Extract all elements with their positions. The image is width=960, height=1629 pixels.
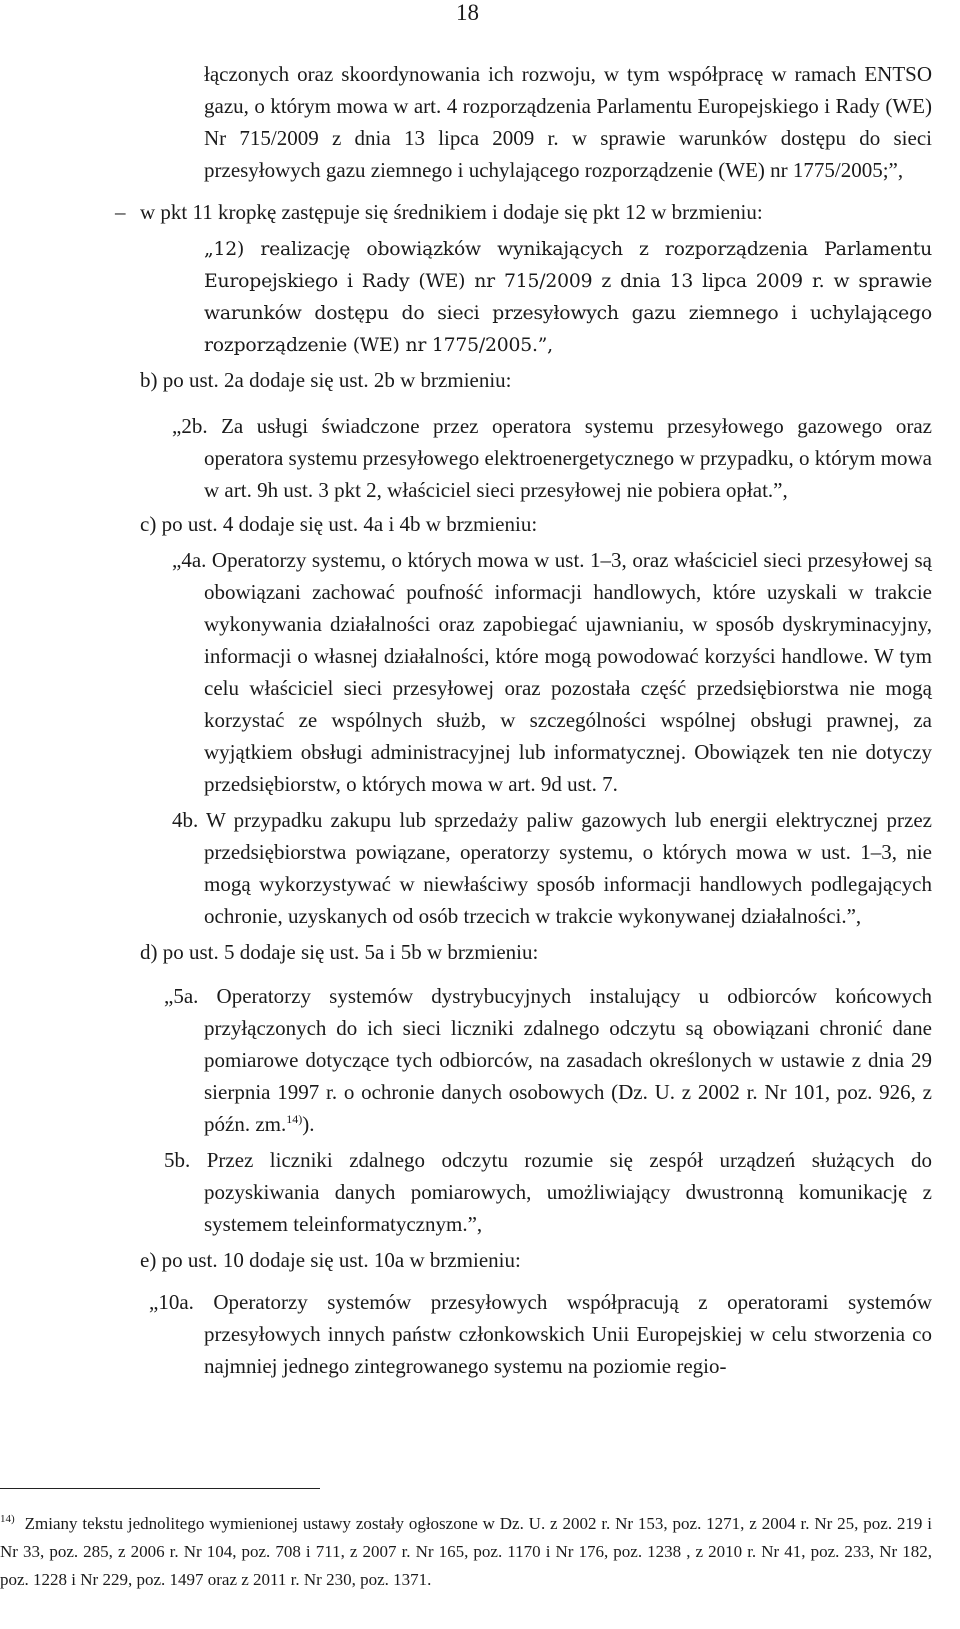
quote-5a-end: ). — [302, 1112, 315, 1136]
footnote-text: Zmiany tekstu jednolitego wymienionej ustawy zostały ogłoszone w Dz. U. z 2002 r. Nr 153, poz. 1271, z 2004 r. Nr 25, poz. 219 i Nr 33, poz. 285, z 2006 r. Nr 104, poz. 708 i 711, z 2007 r. Nr 165, poz. 1170 i Nr 176, poz. 1238 , z 2010 r. Nr 41, poz. 233, Nr 182, poz. 1228 i Nr 229, poz. 1497 oraz z 2011 r. Nr 230, poz. 1371. — [0, 1514, 932, 1589]
dash-item — [115, 196, 932, 228]
footnote-reference: 14) — [286, 1112, 303, 1126]
intro-paragraph: łączonych oraz skoordynowania ich rozwoju, w tym współpracę w ramach ENTSO gazu, o którym mowa w art. 4 rozporządzenia Parlamentu Europejskiego i Rady (WE) Nr 715/2009 z dnia 13 lipca 2009 r. w sprawie warunków dostępu do sieci przesyłowych gazu ziemnego i uchylającego rozporządzenie (WE) nr 1775/2005;”, — [204, 62, 932, 182]
item-b: b) po ust. 2a dodaje się ust. 2b w brzmieniu: — [140, 368, 512, 392]
quote-4a: „4a. Operatorzy systemu, o których mowa w ust. 1–3, oraz właściciel sieci przesyłowej są obowiązani zachować poufność informacji handlowych, które uzyskali w trakcie wykonywania działalności oraz zapobiegać ujawnianiu, w sposób dyskryminacyjny, informacji o własnej działalności, które mogą powodować korzyści handlowe. W tym celu właściciel sieci przesyłowej oraz pozostała część przedsiębiorstwa nie mogą korzystać ze wspólnych służb, w szczególności wspólnej obsługi prawnej, za wyjątkiem obsługi administracyjnej lub informatycznej. Obowiązek ten nie dotyczy przedsiębiorstw, o których mowa w art. 9d ust. 7. — [172, 548, 932, 796]
footnote-separator — [0, 1488, 320, 1489]
quote-2b: „2b. Za usługi świadczone przez operatora systemu przesyłowego gazowego oraz operatora systemu przesyłowego elektroenergetycznego w przypadku, o którym mowa w art. 9h ust. 3 pkt 2, właściciel sieci przesyłowej nie pobiera opłat.”, — [172, 414, 932, 502]
quote-5a-text: „5a. Operatorzy systemów dystrybucyjnych instalujący u odbiorców końcowych przyłączonych do ich sieci liczniki zdalnego odczytu są obowiązani chronić dane pomiarowe dotyczące tych odbiorców, na zasadach określonych w ustawie z dnia 29 sierpnia 1997 r. o ochronie danych osobowych (Dz. U. z 2002 r. Nr 101, poz. 926, z późn. zm. — [164, 984, 932, 1136]
quote-5a — [164, 980, 932, 1140]
page-body — [0, 58, 960, 1382]
item-d: d) po ust. 5 dodaje się ust. 5a i 5b w brzmieniu: — [140, 940, 539, 964]
dash-item-text: w pkt 11 kropkę zastępuje się średnikiem i dodaje się pkt 12 w brzmieniu: — [140, 200, 763, 224]
item-e: e) po ust. 10 dodaje się ust. 10a w brzmieniu: — [140, 1248, 521, 1272]
page-number: 18 — [456, 0, 479, 25]
quote-10a: „10a. Operatorzy systemów przesyłowych współpracują z operatorami systemów przesyłowych innych państw członkowskich Unii Europejskiej w celu stworzenia co najmniej jednego zintegrowanego systemu na poziomie regio- — [149, 1290, 932, 1378]
footnote — [0, 1505, 932, 1594]
quote-4b: 4b. W przypadku zakupu lub sprzedaży paliw gazowych lub energii elektrycznej przez przedsiębiorstwa powiązane, operatorzy systemu, o których mowa w ust. 1–3, nie mogą wykorzystywać w niewłaściwy sposób informacji handlowych podlegających ochronie, uzyskanych od osób trzecich w trakcie wykonywanej działalności.”, — [172, 808, 932, 928]
dash-marker: – — [115, 200, 126, 224]
quote-5b: 5b. Przez liczniki zdalnego odczytu rozumie się zespół urządzeń służących do pozyskiwania danych pomiarowych, umożliwiający dwustronną komunikację z systemem teleinformatycznym.”, — [164, 1148, 932, 1236]
footnote-mark: 14) — [0, 1513, 15, 1525]
item-c: c) po ust. 4 dodaje się ust. 4a i 4b w brzmieniu: — [140, 512, 538, 536]
quote-point-12: „12) realizację obowiązków wynikających z rozporządzenia Parlamentu Europejskiego i Rady (WE) nr 715/2009 z dnia 13 lipca 2009 r. w sprawie warunków dostępu do sieci przesyłowych gazu ziemnego i uchylającego rozporządzenie (WE) nr 1775/2005.”, — [204, 239, 932, 356]
